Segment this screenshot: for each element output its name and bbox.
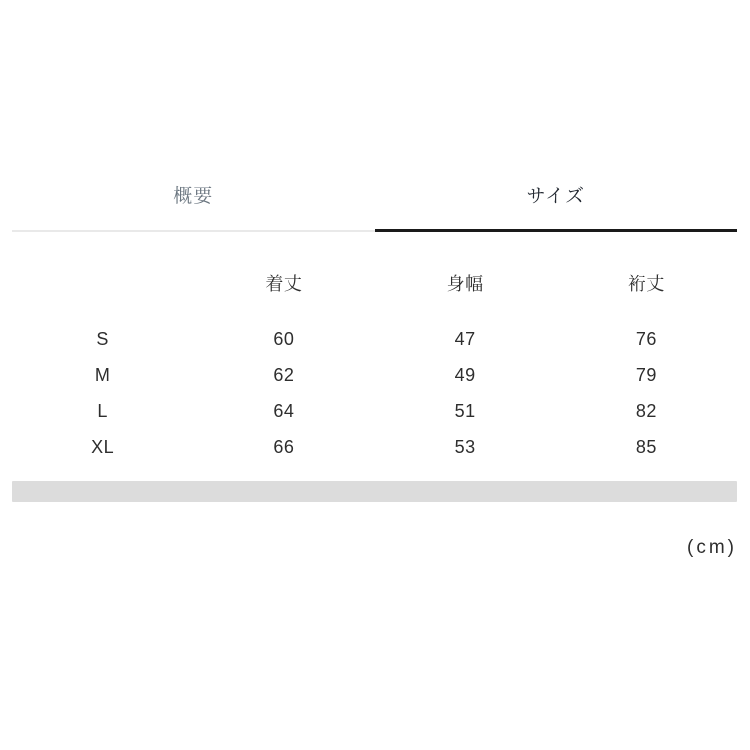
tab-overview[interactable] [12,165,375,232]
size-label: XL [91,436,115,457]
size-label: S [96,328,109,349]
table-row-xl [12,429,737,465]
value-width: 53 [454,436,476,457]
header-cell-length: 着丈 [265,274,303,294]
horizontal-scrollbar[interactable] [12,481,737,502]
table-row-s [12,321,737,357]
size-table [12,261,737,465]
header-cell-width: 身幅 [446,274,484,294]
value-length: 66 [273,436,295,457]
value-length: 64 [273,400,295,421]
value-sleeve: 82 [635,400,657,421]
size-table-header-row [12,261,737,305]
value-sleeve: 76 [635,328,657,349]
size-label: L [97,400,108,421]
table-row-l [12,393,737,429]
tab-overview-label: 概要 [173,186,214,207]
value-width: 47 [454,328,476,349]
unit-note: (cm) [687,537,737,558]
tab-size-label: サイズ [526,185,585,207]
value-length: 62 [273,364,295,385]
value-sleeve: 85 [635,436,657,457]
detail-tabbar [12,165,737,232]
size-label: M [94,364,111,385]
header-cell-sleeve: 裄丈 [627,274,665,294]
value-sleeve: 79 [635,364,657,385]
table-row-m [12,357,737,393]
value-length: 60 [273,328,295,349]
value-width: 51 [454,400,476,421]
tab-size[interactable] [375,165,738,232]
value-width: 49 [454,364,476,385]
